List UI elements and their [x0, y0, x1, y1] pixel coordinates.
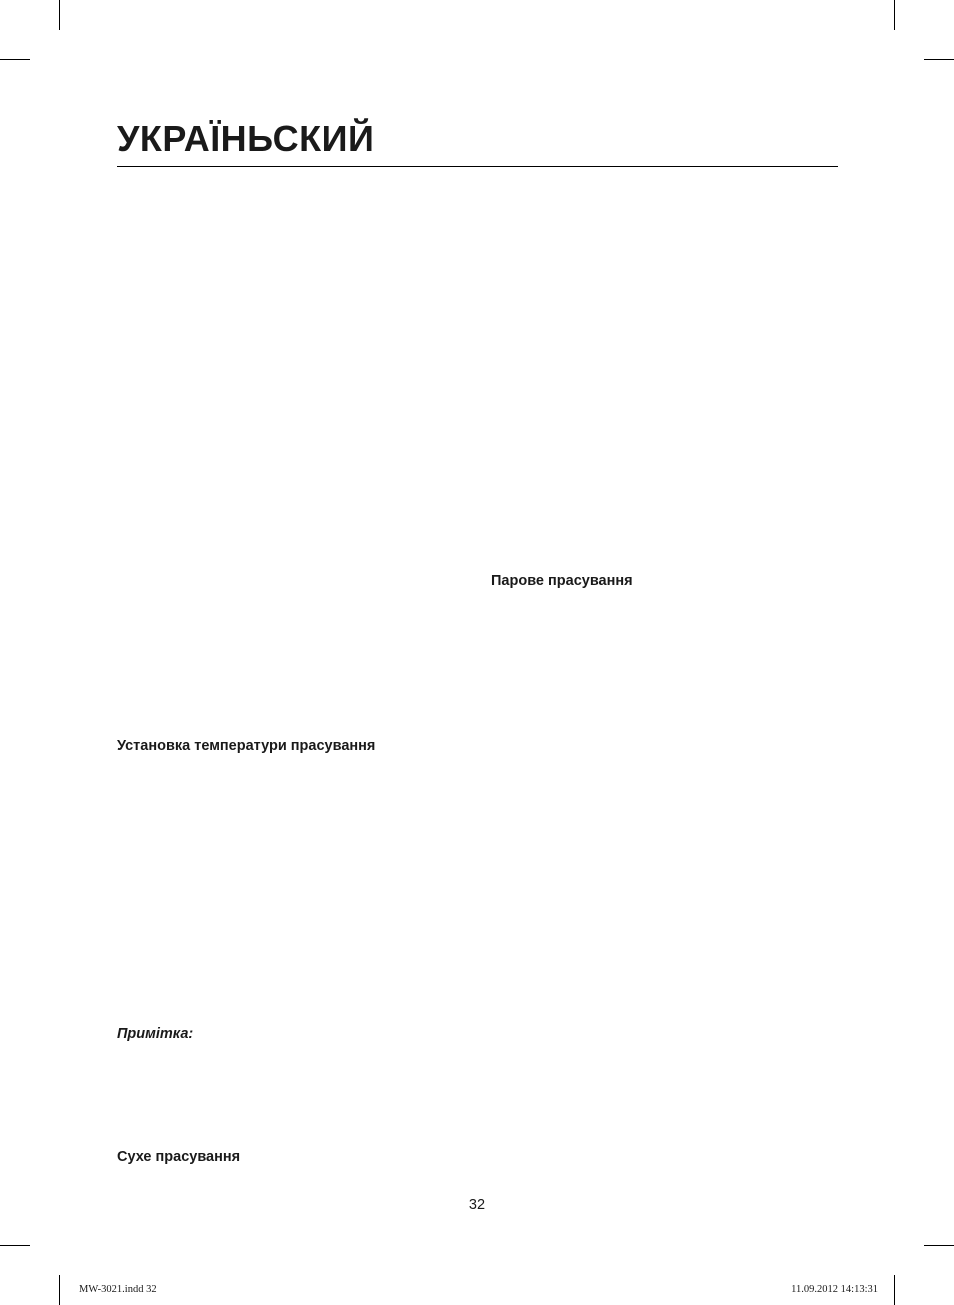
crop-mark — [0, 59, 30, 60]
steam-ironing-heading: Парове прасування — [491, 573, 633, 589]
crop-mark — [59, 0, 60, 30]
crop-mark — [894, 0, 895, 30]
footer-timestamp: 11.09.2012 14:13:31 — [791, 1284, 878, 1295]
crop-mark — [0, 1245, 30, 1246]
title-divider — [117, 166, 838, 167]
crop-mark — [59, 1275, 60, 1305]
note-heading: Примітка: — [117, 1026, 194, 1042]
footer-file-info: MW-3021.indd 32 — [79, 1284, 157, 1295]
crop-mark — [924, 1245, 954, 1246]
temperature-setting-heading: Установка температури прасування — [117, 738, 376, 754]
crop-mark — [894, 1275, 895, 1305]
dry-ironing-heading: Сухе прасування — [117, 1149, 241, 1165]
page-number: 32 — [468, 1197, 486, 1213]
page-title: УКРАЇНЬСКИЙ — [117, 118, 375, 159]
crop-mark — [924, 59, 954, 60]
